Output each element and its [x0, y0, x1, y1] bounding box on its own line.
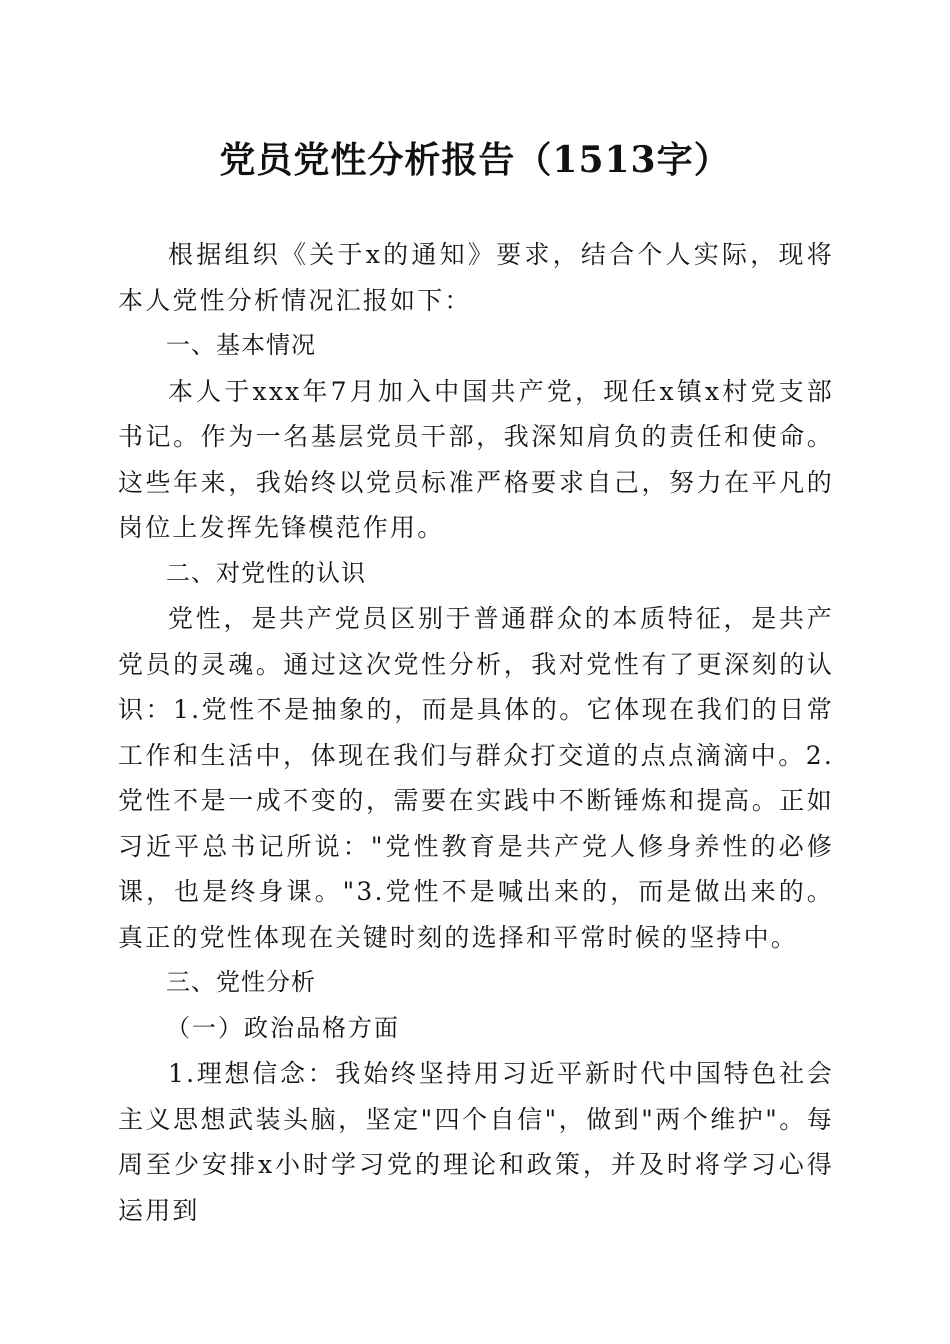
basic-info-paragraph: 本人于xxx年7月加入中国共产党，现任x镇x村党支部书记。作为一名基层党员干部，我深知肩负的责任和使命。这些年来，我始终以党员标准严格要求自己，努力在平凡的岗位上发挥先锋模范作用。	[118, 376, 834, 542]
section-heading-understanding: 二、对党性的认识	[166, 558, 366, 587]
subsection-heading-political-character: （一）政治品格方面	[166, 1013, 400, 1042]
understanding-paragraph: 党性，是共产党员区别于普通群众的本质特征，是共产党员的灵魂。通过这次党性分析，我对党性有了更深刻的认识：1.党性不是抽象的，而是具体的。它体现在我们的日常工作和生活中，体现在我们与群众打交道的点点滴滴中。2.党性不是一成不变的，需要在实践中不断锤炼和提高。正如习近平总书记所说："党性教育是共产党人修身养性的必修课，也是终身课。"3.党性不是喊出来的，而是做出来的。真正的党性体现在关键时刻的选择和平常时候的坚持中。	[118, 604, 834, 952]
ideals-beliefs-paragraph: 1.理想信念：我始终坚持用习近平新时代中国特色社会主义思想武装头脑，坚定"四个自信"，做到"两个维护"。每周至少安排x小时学习党的理论和政策，并及时将学习心得运用到	[118, 1059, 834, 1225]
document-body	[118, 232, 834, 1233]
document-title: 党员党性分析报告（1513字）	[219, 139, 731, 181]
section-heading-analysis: 三、党性分析	[166, 968, 316, 996]
section-heading-basic-info: 一、基本情况	[166, 331, 316, 359]
intro-paragraph: 根据组织《关于x的通知》要求，结合个人实际，现将本人党性分析情况汇报如下：	[118, 240, 834, 315]
